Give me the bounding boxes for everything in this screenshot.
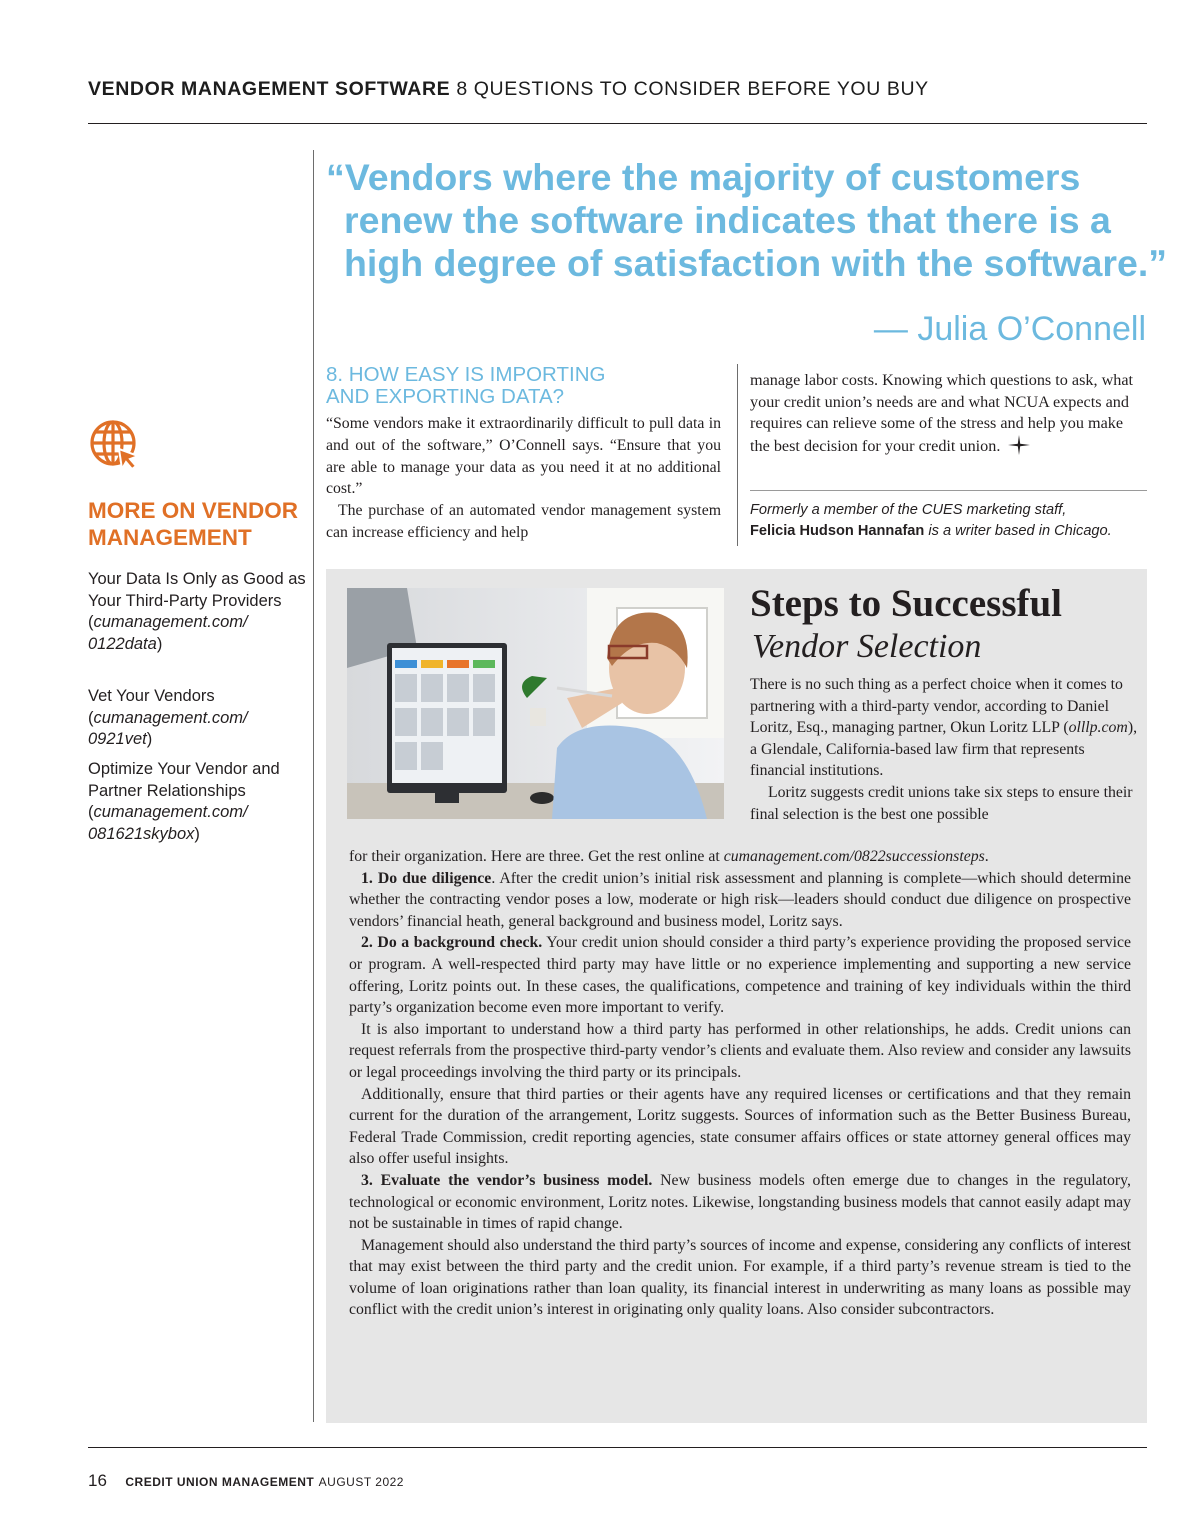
text-run: . After the credit union’s initial risk assessment and planning is complete—which should determine whether the contracting vendor poses a low, moderate or high risk—leaders should conduct due diligence on prospective vendors’ financial heath, general background and business model, Loritz says. [349,869,1131,930]
text-run: ), a Glendale, California-based law firm that represents financial institutions. [750,719,1138,780]
pull-quote [326,156,1168,285]
sidebar-link-title[interactable]: Optimize Your Vendor and Partner Relationships [88,760,280,800]
step-paragraph [349,868,1131,933]
bio-divider [750,490,1147,491]
issue-date: AUGUST 2022 [318,1475,404,1489]
sidebar-link-item[interactable]: Vet Your Vendors (cumanagement.com/ 0921vet) [88,687,248,748]
woman-at-computer-photo [347,588,724,819]
section-heading-line: 8. HOW EASY IS IMPORTING [326,363,606,386]
text-run: for their organization. Here are three. Get the rest online at [349,848,724,865]
box-intro [750,674,1138,825]
bio-line: Formerly a member of the CUES marketing staff, [750,502,1067,518]
page-footer [88,1471,404,1491]
body-paragraph: Loritz suggests credit unions take six steps to ensure their final selection is the best one possible [750,783,1133,823]
sidebar-link-url[interactable]: cumanagement.com/ 0122data [88,613,248,653]
box-body [349,846,1131,1321]
magazine-name: CREDIT UNION MANAGEMENT [125,1475,315,1489]
section-heading-line: AND EXPORTING DATA? [326,385,565,408]
body-paragraph [750,674,1138,782]
body-paragraph: Additionally, ensure that third parties or their agents have any required licenses or certifications and that they remain current for the duration of the arrangement, Loritz suggests. Sources of information such as the Better Business Bureau, Federal Trade Commission, credit reporting agencies, state consumer affairs offices or state attorney general offices may also offer useful insights. [349,1085,1131,1168]
header-title: 8 QUESTIONS TO CONSIDER BEFORE YOU BUY [456,78,929,100]
header-section: VENDOR MANAGEMENT SOFTWARE [88,78,451,100]
text-run: . [984,848,989,865]
box-subtitle: Vendor Selection [752,628,982,665]
sidebar-link-url[interactable]: cumanagement.com/ 081621skybox [88,803,248,843]
pull-quote-attribution: — Julia O’Connell [873,310,1146,348]
body-paragraph: It is also important to understand how a third party has performed in other relationships, he adds. Credit unions can request referrals from the prospective third-party vendor’s clients and evaluate them. Also review and consider any lawsuits or legal proceedings involving the third party or its principals. [349,1020,1131,1081]
text-run: Your credit union should consider a third party’s experience providing the proposed service or program. A well-respected third party may have little or no experience implementing and supporting a new service offering, Loritz points out. In these cases, the qualifications, competence and training of key individuals within the third party’s organization become even more important to verify. [349,934,1132,1017]
section-body-continued [750,370,1146,457]
bio-line: is a writer based in Chicago. [924,523,1112,539]
running-header [88,78,929,101]
step-label: 1. Do due diligence [361,869,492,887]
step-label: 3. Evaluate the vendor’s business model. [361,1171,653,1189]
box-title: Steps to Successful [750,582,1063,625]
inline-url[interactable]: olllp.com [1068,719,1128,737]
body-paragraph: The purchase of an automated vendor management system can increase efficiency and help [326,502,721,541]
sidebar-link-item[interactable]: Optimize Your Vendor and Partner Relationships (cumanagement.com/ 081621skybox) [88,760,280,843]
text-run: There is no such thing as a perfect choice when it comes to partnering with a third-party vendor, according to Daniel Loritz, Esq., managing partner, Okun Loritz LLP ( [750,676,1123,737]
pull-quote-line: renew the software indicates that there is a [344,199,1111,241]
body-paragraph: manage labor costs. Knowing which questions to ask, what your credit union’s needs are and what NCUA expects and requires can relieve some of the stress and help you make the best decision for your credit union. [750,371,1134,455]
sidebar-link-title[interactable]: Vet Your Vendors [88,687,215,705]
column-divider [737,364,738,546]
pull-quote-line: high degree of satisfaction with the software.” [344,242,1168,284]
globe-cursor-icon [88,418,142,472]
author-bio [750,500,1150,542]
sidebar-link-url[interactable]: cumanagement.com/ 0921vet [88,708,248,748]
sidebar-divider [313,150,314,1422]
sidebar-link-item[interactable]: Your Data Is Only as Good as Your Third-Party Providers (cumanagement.com/ 0122data) [88,570,306,653]
step-label: 2. Do a background check. [361,934,543,952]
sidebar-heading: MORE ON VENDOR MANAGEMENT [88,498,299,550]
body-paragraph: Management should also understand the third party’s sources of income and expense, considering any conflicts of interest that may exist between the third party and the credit union. For example, if a third party’s revenue stream is tied to the volume of loan originations rather than loan quality, its financial interest in underwriting as many loans as possible may conflict with the credit union’s interest in originating only quality loans. Also consider subcontractors. [349,1236,1131,1319]
sidebar-link-title[interactable]: Your Data Is Only as Good as Your Third-Party Providers [88,570,306,610]
end-mark-icon [1008,435,1030,455]
inline-url[interactable]: cumanagement.com/0822successionsteps [723,848,985,865]
header-divider [88,123,1147,124]
step-paragraph [349,932,1131,1018]
body-paragraph: “Some vendors make it extraordinarily difficult to pull data in and out of the software,” O’Connell says. “Ensure that you are able to manage your data as you need it at no additional cost.” [326,415,721,498]
text-run: New business models often emerge due to changes in the regulatory, technological or economic environment, Loritz notes. Likewise, longstanding business models that cannot easily adapt may not be sustainable in times of rapid change. [349,1171,1131,1233]
body-paragraph [349,846,1131,868]
section-heading [326,364,726,408]
author-name: Felicia Hudson Hannafan [750,523,925,539]
footer-divider [88,1447,1147,1448]
pull-quote-line: “Vendors where the majority of customers [326,156,1081,198]
step-paragraph [349,1170,1131,1235]
page-number: 16 [88,1471,107,1490]
section-body [326,413,721,544]
